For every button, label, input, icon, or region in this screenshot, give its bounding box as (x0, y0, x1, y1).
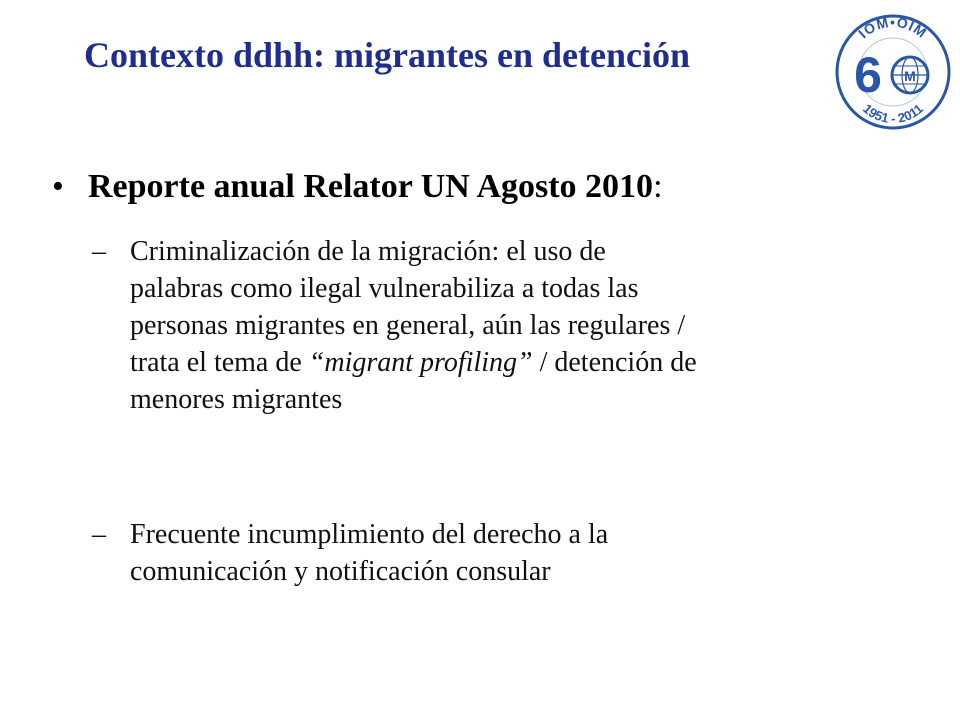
subpoint-dash: – (92, 519, 106, 550)
slide-title: Contexto ddhh: migrantes en detención (84, 35, 691, 75)
subpoint-line: menores migrantes (130, 384, 343, 415)
subpoint-line: palabras como ilegal vulnerabiliza a todas las (130, 273, 639, 304)
subpoint-line: Criminalización de la migración: el uso de (130, 236, 606, 267)
subpoint-criminalization (92, 233, 872, 418)
subpoint-line: personas migrantes en general, aún las regulares / (130, 310, 686, 341)
bullet-heading (88, 168, 663, 206)
subpoint-line: Frecuente incumplimiento del derecho a la (130, 519, 609, 550)
subpoint-line (130, 344, 872, 381)
logo-globe-icon (892, 57, 928, 93)
line-text: / detención de (532, 347, 697, 378)
logo-years-text: 1951 - 2011 (860, 101, 926, 127)
subpoint-dash: – (92, 236, 106, 267)
bullet-heading-colon: : (653, 168, 663, 205)
bullet-heading-text: Reporte anual Relator UN Agosto 2010 (88, 168, 654, 205)
logo-center-letter: M (904, 68, 916, 84)
logo-top-text: IOM•OIM (855, 13, 931, 42)
iom-60-anniversary-logo (832, 8, 954, 134)
subpoint-line: comunicación y notificación consular (130, 556, 551, 587)
subpoint-body (130, 516, 872, 590)
subpoint-consular-notification (92, 516, 872, 590)
bullet-dot: • (52, 168, 64, 205)
line-text: trata el tema de (130, 347, 309, 378)
subpoint-body (130, 233, 872, 418)
italic-term-migrant-profiling: “migrant profiling” (308, 347, 533, 378)
logo-six-numeral: 6 (854, 47, 882, 103)
